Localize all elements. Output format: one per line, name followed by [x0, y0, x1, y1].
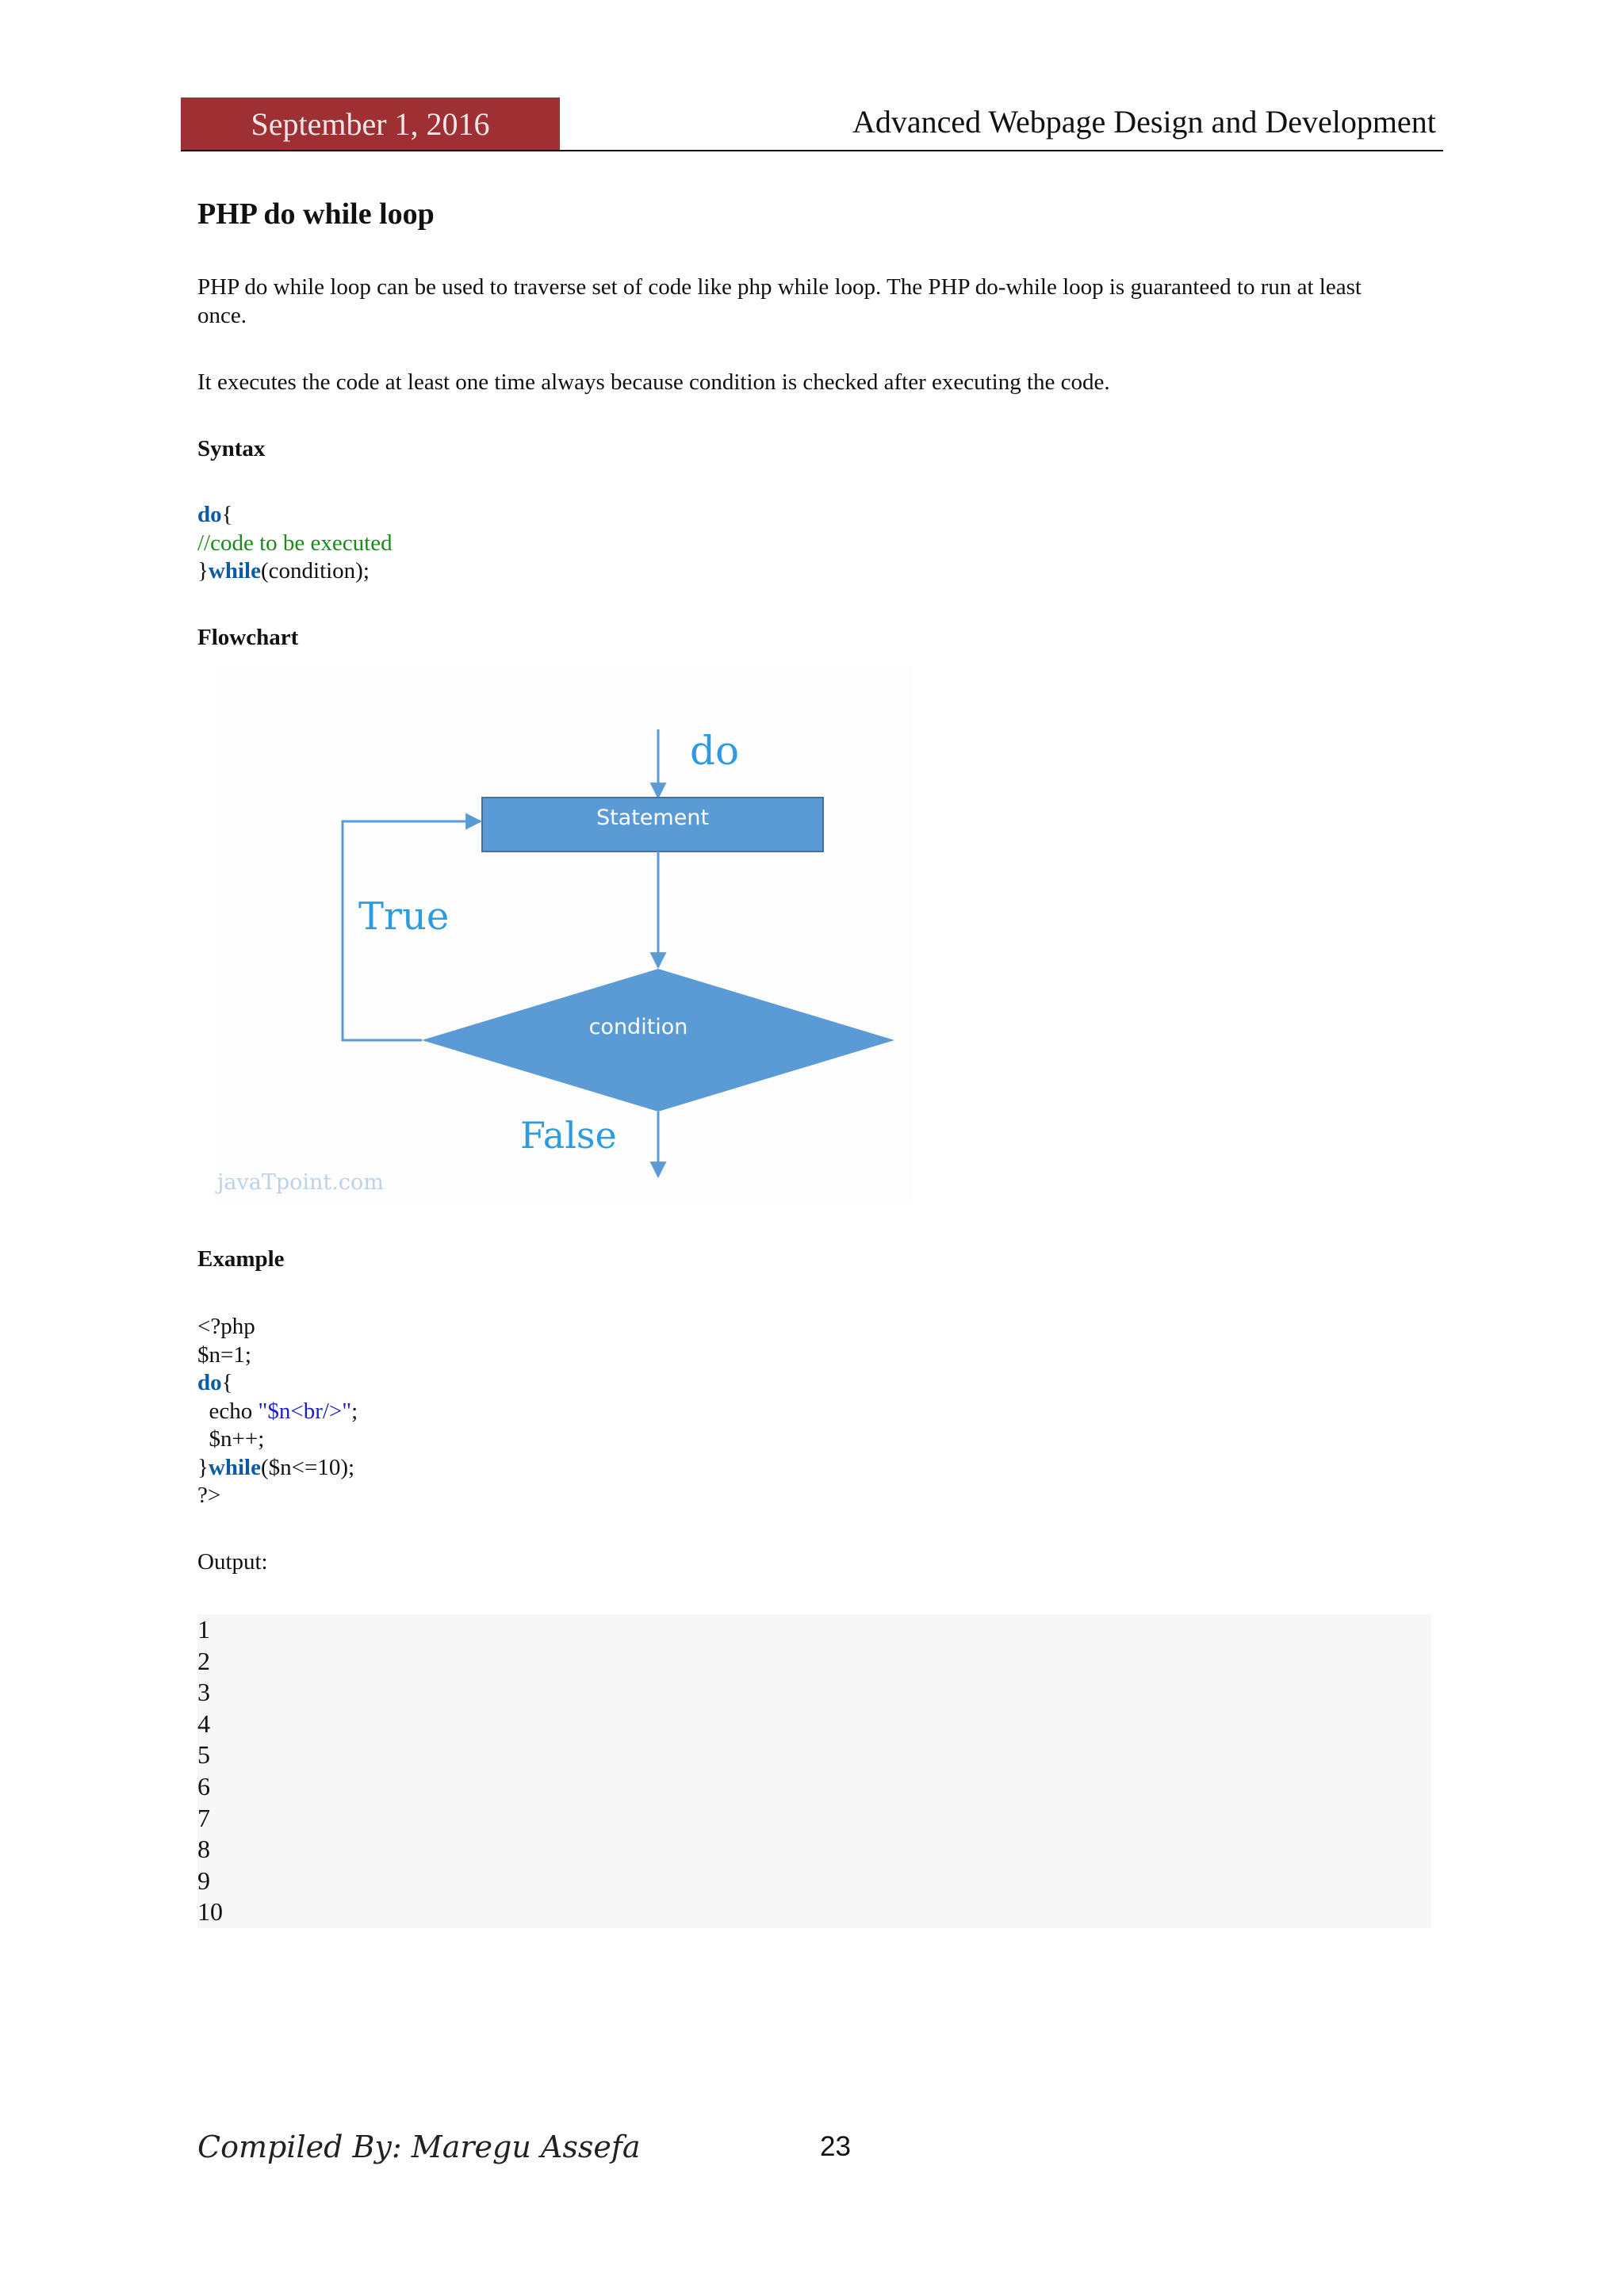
output-label: Output: — [197, 1549, 268, 1575]
output-line: 7 — [197, 1803, 210, 1832]
code-kw-while: while — [208, 1454, 261, 1480]
flowchart-diagram — [214, 664, 912, 1203]
watermark-text: javaTpoint.com — [217, 1170, 384, 1195]
syntax-kw-do: do — [197, 502, 222, 527]
note-paragraph: It executes the code at least one time always because condition is checked after executing the code. — [197, 369, 1110, 395]
code-brace-close: } — [197, 1454, 209, 1480]
code-brace-open: { — [221, 1370, 233, 1395]
code-echo: echo — [197, 1398, 259, 1424]
false-label: False — [520, 1114, 617, 1157]
syntax-code — [197, 501, 393, 586]
code-line-2: $n=1; — [197, 1341, 251, 1368]
statement-label: Statement — [596, 806, 710, 830]
output-line: 8 — [197, 1835, 210, 1864]
section-title: PHP do while loop — [197, 197, 435, 231]
syntax-comment: //code to be executed — [197, 530, 393, 556]
output-line: 9 — [197, 1866, 210, 1895]
output-line: 6 — [197, 1771, 210, 1800]
output-line: 5 — [197, 1740, 210, 1770]
output-list — [197, 1614, 223, 1928]
output-line: 10 — [197, 1897, 223, 1927]
syntax-kw-while: while — [208, 558, 261, 584]
footer-compiled-by: Compiled By: Maregu Assefa — [197, 2130, 641, 2164]
header-date: September 1, 2016 — [181, 98, 560, 151]
condition-label: condition — [588, 1015, 688, 1039]
condition-diamond — [422, 969, 894, 1112]
syntax-brace-close: } — [197, 558, 209, 584]
output-line: 3 — [197, 1678, 210, 1707]
example-heading: Example — [197, 1246, 285, 1272]
syntax-heading: Syntax — [197, 436, 266, 461]
true-label: True — [358, 894, 450, 939]
output-line: 1 — [197, 1615, 210, 1644]
header-title: Advanced Webpage Design and Development — [852, 104, 1436, 140]
code-line-5: $n++; — [197, 1426, 265, 1452]
code-line-7: ?> — [197, 1483, 221, 1508]
output-line: 2 — [197, 1646, 210, 1675]
flowchart-svg — [214, 664, 912, 1203]
do-label: do — [690, 728, 740, 774]
code-semicolon: ; — [351, 1398, 358, 1424]
code-line-1: <?php — [197, 1314, 255, 1339]
header-rule — [181, 150, 1443, 151]
syntax-condition: (condition); — [260, 558, 370, 584]
intro-paragraph: PHP do while loop can be used to traverse set of code like php while loop. The PHP do-while loop is guaranteed to run at least once. — [197, 274, 1362, 328]
example-code — [197, 1313, 358, 1510]
page-number: 23 — [820, 2131, 851, 2162]
code-string: "$n<br/>" — [258, 1398, 352, 1424]
code-while-cond: ($n<=10); — [260, 1454, 355, 1480]
flowchart-heading: Flowchart — [197, 625, 299, 650]
syntax-brace-open: { — [221, 502, 233, 527]
output-line: 4 — [197, 1709, 210, 1738]
code-kw-do: do — [197, 1370, 222, 1395]
output-box — [197, 1614, 1431, 1928]
